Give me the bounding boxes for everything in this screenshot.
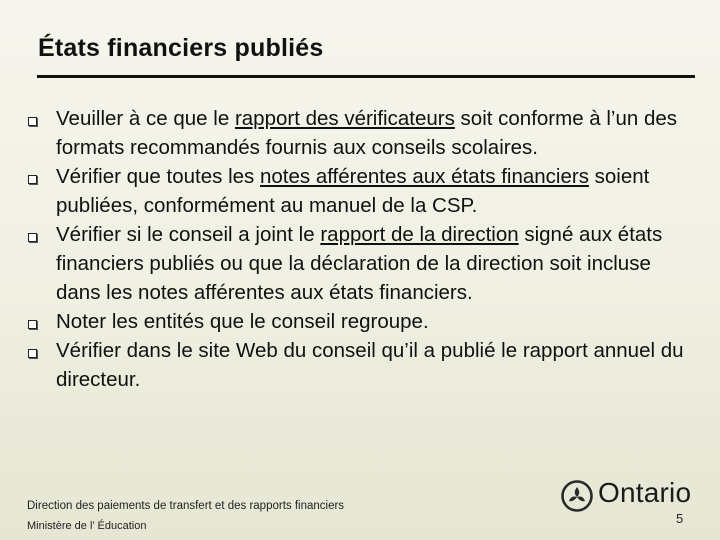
- bullet-list: [28, 104, 698, 394]
- bullet-item: [28, 307, 698, 336]
- bullet-item: [28, 220, 698, 307]
- bullet-text: Vérifier dans le site Web du conseil qu’il a publié le rapport annuel du directeur.: [56, 339, 684, 391]
- bullet-text: Veuiller à ce que le: [56, 107, 235, 130]
- square-bullet-icon: [28, 175, 37, 184]
- slide-title: États financiers publiés: [38, 34, 324, 62]
- bullet-item: [28, 162, 698, 220]
- page-number: 5: [676, 511, 684, 526]
- ontario-logo: [560, 475, 690, 513]
- underlined-term: rapport des vérificateurs: [234, 107, 455, 130]
- trillium-icon: [560, 479, 594, 513]
- bullet-text: Vérifier si le conseil a joint le: [56, 223, 321, 246]
- bullet-item: [28, 336, 698, 394]
- bullet-text: Vérifier que toutes les: [56, 165, 260, 188]
- bullet-text: signé aux états financiers publiés ou que la déclaration de la direction soit incluse dans les notes afférentes aux états financiers.: [56, 223, 663, 304]
- bullet-text: Noter les entités que le conseil regroupe.: [56, 310, 429, 333]
- footer-ministry: Ministère de l’ Éducation: [27, 520, 147, 532]
- square-bullet-icon: [28, 117, 37, 126]
- bullet-text: soit conforme à l’un des formats recommandés fournis aux conseils scolaires.: [56, 107, 678, 159]
- bullet-item: [28, 104, 698, 162]
- underlined-term: notes afférentes aux états financiers: [259, 165, 589, 188]
- title-underline-rule: [37, 75, 695, 78]
- ontario-logo-text: Ontario: [598, 477, 692, 508]
- underlined-term: rapport de la direction: [320, 223, 519, 246]
- footer-department: Direction des paiements de transfert et des rapports financiers: [27, 500, 345, 512]
- bullet-text: soient publiées, conformément au manuel de la CSP.: [56, 165, 650, 217]
- square-bullet-icon: [28, 349, 37, 358]
- square-bullet-icon: [28, 233, 37, 242]
- square-bullet-icon: [28, 320, 37, 329]
